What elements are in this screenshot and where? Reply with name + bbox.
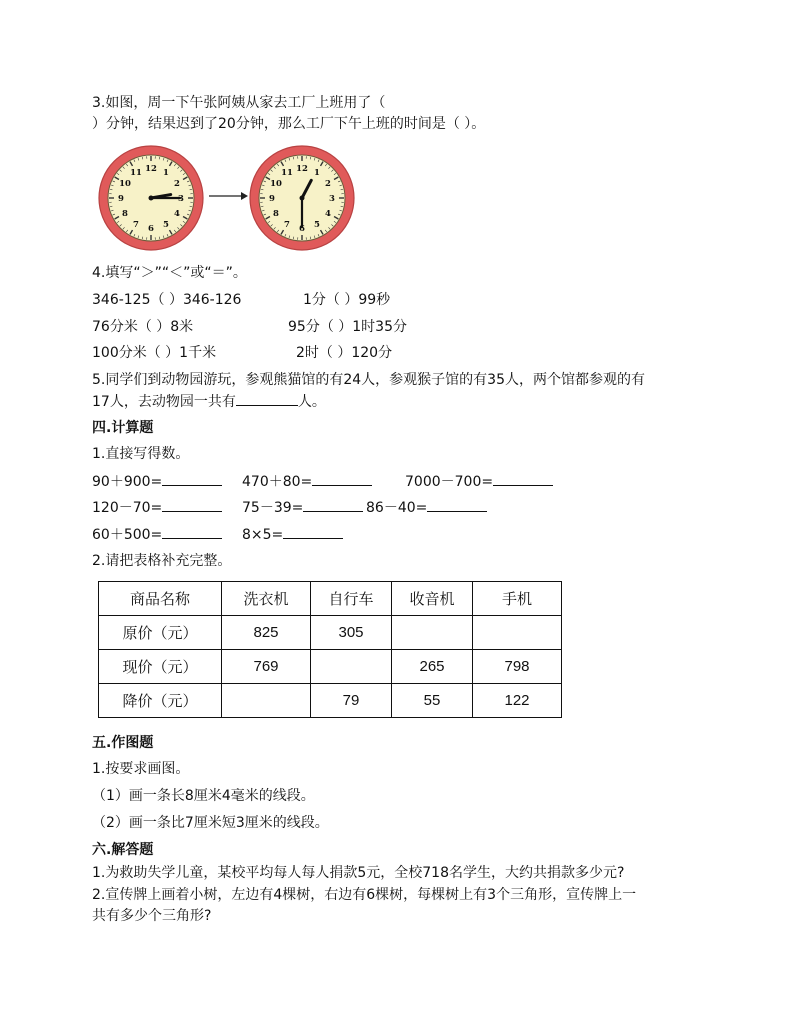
- calc-expr: 86－40=: [366, 500, 428, 516]
- clock-number: 1: [314, 168, 320, 179]
- clock-center: [149, 196, 154, 201]
- table-row: [99, 684, 562, 718]
- clock-number: 9: [118, 194, 124, 204]
- question-title: 2.请把表格补充完整。: [92, 553, 232, 569]
- clock-number: 2: [174, 179, 180, 189]
- calc-expr: 120－70=: [92, 500, 163, 516]
- answer-blank: [493, 471, 553, 486]
- calc-item: [92, 497, 222, 518]
- q4-item: 95分（ ）1时35分: [288, 319, 407, 335]
- question-text: 2.宣传牌上画着小树，左边有4棵树，右边有6棵树，每棵树上有3个三角形，宣传牌上一: [92, 887, 637, 903]
- clock-number: 12: [296, 164, 308, 174]
- clock-number: 2: [325, 179, 331, 189]
- calc-expr: 8×5=: [242, 527, 284, 543]
- draw-item: （2）画一条比7厘米短3厘米的线段。: [92, 815, 329, 831]
- clock-number: 7: [284, 219, 290, 230]
- table-cell: 265: [392, 650, 473, 684]
- clock-number: 10: [270, 179, 282, 189]
- table-cell: 现价（元）: [99, 650, 222, 684]
- draw-item: （1）画一条长8厘米4毫米的线段。: [92, 788, 315, 804]
- question-text: 共有多少个三角形?: [92, 908, 212, 924]
- clock-number: 10: [119, 179, 131, 189]
- q4-item: 2时（ ）120分: [296, 345, 393, 361]
- answer-blank: [303, 497, 363, 512]
- table-cell: 79: [311, 684, 392, 718]
- calc-item: [242, 497, 363, 518]
- calc-expr: 60＋500=: [92, 527, 163, 543]
- clock-number: 8: [122, 209, 128, 219]
- q4-item: 76分米（ ）8米: [92, 319, 194, 335]
- clock-number: 9: [269, 194, 275, 204]
- answer-blank: [427, 497, 487, 512]
- table-cell: 原价（元）: [99, 616, 222, 650]
- answer-blank: [236, 391, 298, 406]
- price-table: [98, 581, 562, 718]
- section-title: 五.作图题: [92, 735, 154, 751]
- q4-item: 100分米（ ）1千米: [92, 345, 217, 361]
- clock-number: 1: [163, 168, 169, 179]
- table-cell: 自行车: [311, 582, 392, 616]
- calc-item: [242, 524, 343, 545]
- calc-item: [242, 471, 372, 492]
- answer-blank: [312, 471, 372, 486]
- clock-number: 5: [163, 219, 169, 230]
- answer-blank: [283, 524, 343, 539]
- calc-expr: 90＋900=: [92, 474, 163, 490]
- clock-number: 12: [145, 164, 157, 174]
- clock-start: [97, 144, 205, 252]
- calc-item: [92, 524, 222, 545]
- clock-number: 6: [299, 224, 305, 234]
- table-cell: [222, 684, 311, 718]
- table-cell: 手机: [473, 582, 562, 616]
- table-cell: 降价（元）: [99, 684, 222, 718]
- clock-number: 4: [174, 209, 180, 219]
- q5-text: 人。: [297, 394, 326, 410]
- clock-number: 3: [329, 194, 335, 204]
- answer-blank: [162, 497, 222, 512]
- q4-item: 1分（ ）99秒: [303, 292, 391, 308]
- arrow-icon: [207, 189, 249, 203]
- table-cell: 收音机: [392, 582, 473, 616]
- question-title: 1.按要求画图。: [92, 761, 190, 777]
- q5-line2: [92, 391, 326, 412]
- table-cell: 55: [392, 684, 473, 718]
- table-cell: 122: [473, 684, 562, 718]
- q5-line1: 5.同学们到动物园游玩，参观熊猫馆的有24人，参观猴子馆的有35人，两个馆都参观的有: [92, 372, 645, 388]
- table-row: [99, 616, 562, 650]
- q3-line1: 3.如图，周一下午张阿姨从家去工厂上班用了（: [92, 95, 386, 111]
- answer-blank: [162, 524, 222, 539]
- table-cell: 305: [311, 616, 392, 650]
- calc-item: [92, 471, 222, 492]
- calc-item: [405, 471, 553, 492]
- q4-title: 4.填写“＞”“＜”或“＝”。: [92, 265, 247, 281]
- clock-center: [300, 196, 305, 201]
- clock-number: 6: [148, 224, 154, 234]
- clock-number: 11: [281, 168, 293, 179]
- clock-end: [248, 144, 356, 252]
- clock-number: 11: [130, 168, 142, 179]
- question-text: 1.为救助失学儿童，某校平均每人每人捐款5元，全校718名学生，大约共捐款多少元?: [92, 865, 625, 881]
- q5-text: 17人，去动物园一共有: [92, 394, 236, 410]
- clock-number: 4: [325, 209, 331, 219]
- table-row: [99, 582, 562, 616]
- table-cell: 769: [222, 650, 311, 684]
- section-title: 四.计算题: [92, 420, 154, 436]
- table-cell: 825: [222, 616, 311, 650]
- table-cell: 798: [473, 650, 562, 684]
- calc-item: [366, 497, 487, 518]
- table-row: [99, 650, 562, 684]
- clock-number: 3: [178, 194, 184, 204]
- q4-item: 346-125（ ）346-126: [92, 292, 242, 308]
- table-cell: [473, 616, 562, 650]
- clock-number: 7: [133, 219, 139, 230]
- section-title: 六.解答题: [92, 842, 154, 858]
- table-cell: [392, 616, 473, 650]
- calc-expr: 470＋80=: [242, 474, 313, 490]
- table-cell: 商品名称: [99, 582, 222, 616]
- question-title: 1.直接写得数。: [92, 446, 190, 462]
- clock-number: 8: [273, 209, 279, 219]
- calc-expr: 7000－700=: [405, 474, 494, 490]
- answer-blank: [162, 471, 222, 486]
- clock-number: 5: [314, 219, 320, 230]
- table-cell: [311, 650, 392, 684]
- table-cell: 洗衣机: [222, 582, 311, 616]
- calc-expr: 75－39=: [242, 500, 304, 516]
- q3-line2: ）分钟，结果迟到了20分钟，那么工厂下午上班的时间是（ ）。: [92, 116, 486, 132]
